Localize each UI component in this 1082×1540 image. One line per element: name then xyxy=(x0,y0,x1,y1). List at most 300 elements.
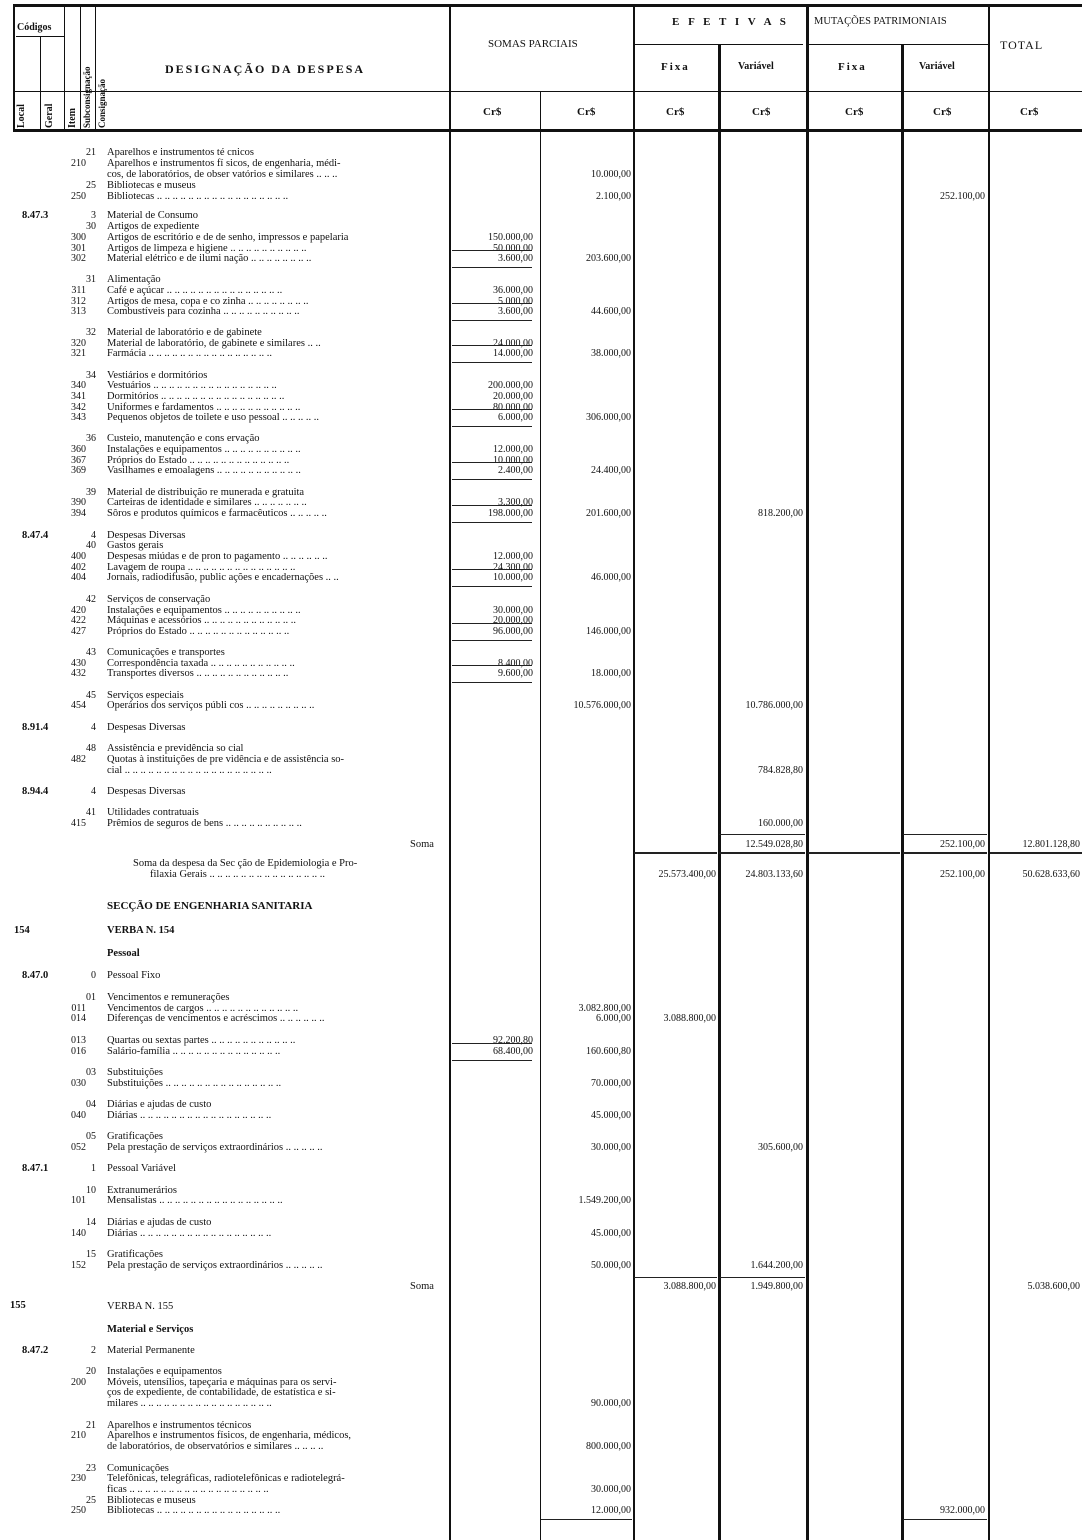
consignacao-code: 250 xyxy=(71,1505,86,1516)
expense-description: Aparelhos e instrumentos técnicos xyxy=(107,1420,252,1431)
col-line xyxy=(95,4,96,129)
col-line xyxy=(806,4,809,1540)
efetivas-header: E F E T I V A S xyxy=(672,16,789,28)
col-line xyxy=(40,36,41,129)
subconsignacao-code: 40 xyxy=(86,540,96,551)
expense-description: Pela prestação de serviços extraordinários .. .. .. .. .. xyxy=(107,1142,323,1153)
expense-description: Instalações e equipamentos xyxy=(107,1366,222,1377)
local-header: Local xyxy=(16,104,27,128)
subtotal-rule xyxy=(452,682,532,683)
expense-description: Material Permanente xyxy=(107,1345,195,1356)
partial-sum-2: 201.600,00 xyxy=(586,508,631,519)
subtotal-rule xyxy=(452,569,532,570)
expense-description: Bibliotecas e museus xyxy=(107,180,196,191)
expense-description: Bibliotecas e museus xyxy=(107,1495,196,1506)
subtotal-rule xyxy=(452,303,532,304)
expense-description: Máquinas e acessórios .. .. .. .. .. .. .. .. .. .. .. .. xyxy=(107,615,296,626)
subconsignacao-code: 43 xyxy=(86,647,96,658)
subconsignacao-code: 36 xyxy=(86,433,96,444)
expense-description: Aparelhos e instrumentos fí sicos, de engenharia, médi- xyxy=(107,158,341,169)
subconsignacao-code: 41 xyxy=(86,807,96,818)
expense-description: Bibliotecas .. .. .. .. .. .. .. .. .. .. .. .. .. .. .. .. xyxy=(107,1505,281,1516)
subconsignacao-code: 31 xyxy=(86,274,96,285)
efetivas-variavel-value: 10.786.000,00 xyxy=(745,700,803,711)
material-servicos-label: Material e Serviços xyxy=(107,1324,194,1335)
subtotal-rule xyxy=(452,250,532,251)
partial-sum-2: 46.000,00 xyxy=(591,572,631,583)
cr-header: Cr$ xyxy=(577,106,596,118)
item-header: Item xyxy=(67,108,78,128)
soma2-efetivas-fixa: 3.088.800,00 xyxy=(663,1281,716,1292)
section-code: 8.47.2 xyxy=(22,1345,49,1356)
consignacao-code: 415 xyxy=(71,818,86,829)
subconsignacao-code: 25 xyxy=(86,180,96,191)
sum-rule xyxy=(903,1519,987,1520)
consignacao-code: 367 xyxy=(71,455,86,466)
subconsignacao-code: 4 xyxy=(91,786,96,797)
expense-description: Diárias .. .. .. .. .. .. .. .. .. .. .. .. .. .. .. .. .. xyxy=(107,1228,272,1239)
expense-description: Diferenças de vencimentos e acréscimos .. .. .. .. .. .. xyxy=(107,1013,325,1024)
expense-description: Material de laboratório e de gabinete xyxy=(107,327,262,338)
designacao-header: DESIGNAÇÃO DA DESPESA xyxy=(165,62,366,76)
partial-sum-1: 150.000,00 xyxy=(488,232,533,243)
col-line xyxy=(988,4,990,1540)
expense-description: Jornais, radiodifusão, public ações e encadernações .. .. xyxy=(107,572,339,583)
mutacoes-rule xyxy=(808,44,988,45)
consignacao-code: 013 xyxy=(71,1035,86,1046)
efetivas-fixa-value: 3.088.800,00 xyxy=(663,1013,716,1024)
expense-description: Uniformes e fardamentos .. .. .. .. .. .. .. .. .. .. .. xyxy=(107,402,301,413)
consignacao-code: 341 xyxy=(71,391,86,402)
subconsignacao-code: 1 xyxy=(91,1163,96,1174)
expense-description: Comunicações xyxy=(107,1463,169,1474)
partial-sum-2: 203.600,00 xyxy=(586,253,631,264)
expense-description: Comunicações e transportes xyxy=(107,647,225,658)
partial-sum-1: 10.000,00 xyxy=(493,455,533,466)
cr-header: Cr$ xyxy=(933,106,952,118)
expense-description: Quotas à instituições de pre vidência e de assistência so- xyxy=(107,754,345,765)
expense-description: Telefônicas, telegráficas, radiotelefônicas e radiotelegrá- xyxy=(107,1473,345,1484)
soma2-total: 5.038.600,00 xyxy=(1027,1281,1080,1292)
subconsignacao-code: 01 xyxy=(86,992,96,1003)
sum-rule xyxy=(903,834,987,835)
partial-sum-2: 306.000,00 xyxy=(586,412,631,423)
geral-header: Geral xyxy=(44,103,55,128)
mutacoes-header: MUTAÇÕES PATRIMONIAIS xyxy=(814,16,947,27)
verba-code: 154 xyxy=(14,925,30,936)
sum-rule xyxy=(634,852,717,854)
header-bottom-rule xyxy=(13,129,1082,132)
soma-secao-total: 50.628.633,60 xyxy=(1022,869,1080,880)
partial-sum-1: 24.000,00 xyxy=(493,338,533,349)
subconsignacao-code: 3 xyxy=(91,210,96,221)
efetivas-variavel-value: 160.000,00 xyxy=(758,818,803,829)
header-cr-rule xyxy=(13,91,1082,92)
subconsignacao-code: 25 xyxy=(86,1495,96,1506)
consignacao-code: 430 xyxy=(71,658,86,669)
partial-sum-2: 44.600,00 xyxy=(591,306,631,317)
subtotal-rule xyxy=(452,522,532,523)
partial-sum-2: 1.549.200,00 xyxy=(578,1195,631,1206)
partial-sum-2: 30.000,00 xyxy=(591,1484,631,1495)
soma-efetivas-variavel: 12.549.028,80 xyxy=(745,839,803,850)
sum-rule xyxy=(719,1277,805,1278)
verba-label: VERBA N. 154 xyxy=(107,925,175,936)
partial-sum-2: 3.082.800,00 xyxy=(578,1003,631,1014)
expense-description: milares .. .. .. .. .. .. .. .. .. .. .. .. .. .. .. .. .. xyxy=(107,1398,272,1409)
partial-sum-1: 96.000,00 xyxy=(493,626,533,637)
expense-description: Correspondência taxada .. .. .. .. .. .. .. .. .. .. .. xyxy=(107,658,295,669)
consignacao-code: 210 xyxy=(71,158,86,169)
col-line xyxy=(64,4,65,129)
verba-label: VERBA N. 155 xyxy=(107,1301,174,1312)
soma-total: 12.801.128,80 xyxy=(1022,839,1080,850)
expense-description: Bibliotecas .. .. .. .. .. .. .. .. .. .. .. .. .. .. .. .. .. xyxy=(107,191,289,202)
expense-description: Material de Consumo xyxy=(107,210,198,221)
subtotal-rule xyxy=(452,586,532,587)
expense-description: Lavagem de roupa .. .. .. .. .. .. .. .. .. .. .. .. .. .. xyxy=(107,562,296,573)
consignacao-code: 230 xyxy=(71,1473,86,1484)
subtotal-rule xyxy=(452,1060,532,1061)
consignacao-code: 302 xyxy=(71,253,86,264)
mutacoes-variavel-header: Variável xyxy=(919,61,955,72)
consignacao-code: 210 xyxy=(71,1430,86,1441)
cr-header: Cr$ xyxy=(1020,106,1039,118)
consignacao-code: 390 xyxy=(71,497,86,508)
subconsignacao-code: 04 xyxy=(86,1099,96,1110)
consignacao-code: 422 xyxy=(71,615,86,626)
expense-description: Artigos de escritório e de de senho, impressos e papelaria xyxy=(107,232,349,243)
cr-header: Cr$ xyxy=(483,106,502,118)
subtotal-rule xyxy=(452,320,532,321)
somas-parciais-header: SOMAS PARCIAIS xyxy=(488,38,578,50)
partial-sum-1: 198.000,00 xyxy=(488,508,533,519)
consignacao-code: 340 xyxy=(71,380,86,391)
expense-description: Vencimentos e remunerações xyxy=(107,992,230,1003)
subconsignacao-code: 03 xyxy=(86,1067,96,1078)
consignacao-code: 301 xyxy=(71,243,86,254)
consignacao-code: 400 xyxy=(71,551,86,562)
expense-description: Próprios do Estado .. .. .. .. .. .. .. .. .. .. .. .. .. xyxy=(107,626,290,637)
subtotal-rule xyxy=(452,623,532,624)
consignacao-code: 152 xyxy=(71,1260,86,1271)
consignacao-code: 016 xyxy=(71,1046,86,1057)
partial-sum-1: 5.000,00 xyxy=(498,296,533,307)
partial-sum-1: 30.000,00 xyxy=(493,605,533,616)
subtotal-rule xyxy=(452,462,532,463)
partial-sum-1: 20.000,00 xyxy=(493,615,533,626)
partial-sum-2: 45.000,00 xyxy=(591,1228,631,1239)
partial-sum-2: 10.000,00 xyxy=(591,169,631,180)
partial-sum-1: 24.300,00 xyxy=(493,562,533,573)
mutacoes-variavel-value: 252.100,00 xyxy=(940,191,985,202)
expense-description: Material de distribuição re munerada e gratuita xyxy=(107,487,305,498)
expense-description: Vencimentos de cargos .. .. .. .. .. .. .. .. .. .. .. .. xyxy=(107,1003,299,1014)
partial-sum-1: 9.600,00 xyxy=(498,668,533,679)
col-line xyxy=(718,44,721,1540)
partial-sum-2: 18.000,00 xyxy=(591,668,631,679)
subconsignacao-code: 39 xyxy=(86,487,96,498)
expense-description: Extranumerários xyxy=(107,1185,177,1196)
partial-sum-2: 2.100,00 xyxy=(596,191,631,202)
consignacao-code: 030 xyxy=(71,1078,86,1089)
partial-sum-2: 160.600,80 xyxy=(586,1046,631,1057)
consignacao-code: 394 xyxy=(71,508,86,519)
sum-rule xyxy=(719,834,805,835)
consignacao-code: 101 xyxy=(71,1195,86,1206)
expense-description: Material elétrico e de ilumi nação .. .. .. .. .. .. .. .. xyxy=(107,253,312,264)
partial-sum-2: 30.000,00 xyxy=(591,1142,631,1153)
consignacao-code: 312 xyxy=(71,296,86,307)
soma2-efetivas-variavel: 1.949.800,00 xyxy=(750,1281,803,1292)
efetivas-variavel-value: 1.644.200,00 xyxy=(750,1260,803,1271)
subconsignacao-code: 10 xyxy=(86,1185,96,1196)
subtotal-rule xyxy=(452,479,532,480)
subconsignacao-code: 21 xyxy=(86,147,96,158)
expense-description: Artigos de mesa, copa e co zinha .. .. .. .. .. .. .. .. xyxy=(107,296,309,307)
efetivas-fixa-header: Fixa xyxy=(661,61,690,73)
cr-header: Cr$ xyxy=(752,106,771,118)
soma-label: Soma xyxy=(410,839,434,850)
expense-description: Pessoal Fixo xyxy=(107,970,161,981)
expense-description: Alimentação xyxy=(107,274,161,285)
expense-description: Aparelhos e instrumentos físicos, de engenharia, médicos, xyxy=(107,1430,352,1441)
partial-sum-2: 38.000,00 xyxy=(591,348,631,359)
sum-rule xyxy=(990,852,1082,854)
col-line xyxy=(901,44,904,1540)
soma-secao-mutacoes-variavel: 252.100,00 xyxy=(940,869,985,880)
top-rule xyxy=(13,4,1082,7)
consignacao-code: 300 xyxy=(71,232,86,243)
partial-sum-2: 70.000,00 xyxy=(591,1078,631,1089)
partial-sum-1: 200.000,00 xyxy=(488,380,533,391)
expense-description: Vestuários .. .. .. .. .. .. .. .. .. .. .. .. .. .. .. .. xyxy=(107,380,277,391)
section-code: 8.91.4 xyxy=(22,722,49,733)
expense-description: de laboratórios, de observatórios e similares .. .. .. .. xyxy=(107,1441,324,1452)
mutacoes-fixa-header: Fixa xyxy=(838,61,867,73)
section-code: 8.47.3 xyxy=(22,210,49,221)
expense-description: Dormitórios .. .. .. .. .. .. .. .. .. .. .. .. .. .. .. .. xyxy=(107,391,285,402)
expense-description: Móveis, utensílios, tapeçaria e máquinas para os servi- xyxy=(107,1377,337,1388)
partial-sum-2: 10.576.000,00 xyxy=(573,700,631,711)
expense-description: Vasilhames e emoalagens .. .. .. .. .. .. .. .. .. .. .. xyxy=(107,465,301,476)
col-line xyxy=(13,4,15,129)
partial-sum-2: 800.000,00 xyxy=(586,1441,631,1452)
consignacao-code: 014 xyxy=(71,1013,86,1024)
partial-sum-1: 12.000,00 xyxy=(493,551,533,562)
sum-rule xyxy=(903,852,987,854)
partial-sum-1: 14.000,00 xyxy=(493,348,533,359)
expense-description: Material de laboratório, de gabinete e similares .. .. xyxy=(107,338,321,349)
expense-description: Salário-família .. .. .. .. .. .. .. .. .. .. .. .. .. .. xyxy=(107,1046,281,1057)
expense-description: Gratificações xyxy=(107,1131,163,1142)
subconsignacao-code: 34 xyxy=(86,370,96,381)
expense-description: Assistência e previdência so cial xyxy=(107,743,244,754)
efetivas-variavel-value: 784.828,80 xyxy=(758,765,803,776)
total-header: TOTAL xyxy=(1000,38,1044,52)
verba-code: 155 xyxy=(10,1300,26,1311)
subconsignacao-header: Subconsignação xyxy=(82,66,92,128)
subconsignacao-code: 30 xyxy=(86,221,96,232)
sum-rule xyxy=(808,852,900,854)
section-code: 8.94.4 xyxy=(22,786,49,797)
expense-description: Diárias e ajudas de custo xyxy=(107,1099,212,1110)
partial-sum-2: 45.000,00 xyxy=(591,1110,631,1121)
consignacao-code: 454 xyxy=(71,700,86,711)
subconsignacao-code: 05 xyxy=(86,1131,96,1142)
subconsignacao-code: 14 xyxy=(86,1217,96,1228)
expense-description: Diárias e ajudas de custo xyxy=(107,1217,212,1228)
partial-sum-1: 20.000,00 xyxy=(493,391,533,402)
secao-title: SECÇÃO DE ENGENHARIA SANITARIA xyxy=(107,900,313,912)
consignacao-code: 052 xyxy=(71,1142,86,1153)
expense-description: Operários dos serviços públi cos .. .. .. .. .. .. .. .. .. xyxy=(107,700,315,711)
subtotal-rule xyxy=(452,267,532,268)
expense-description: Instalações e equipamentos .. .. .. .. .. .. .. .. .. .. xyxy=(107,444,301,455)
consignacao-code: 320 xyxy=(71,338,86,349)
subtotal-rule xyxy=(452,362,532,363)
soma-mutacoes-variavel: 252.100,00 xyxy=(940,839,985,850)
expense-description: Pequenos objetos de toilete e uso pessoal .. .. .. .. .. xyxy=(107,412,320,423)
subtotal-rule xyxy=(452,1043,532,1044)
expense-description: Serviços de conservação xyxy=(107,594,211,605)
consignacao-code: 342 xyxy=(71,402,86,413)
expense-description: Sôros e produtos químicos e farmacêuticos .. .. .. .. .. xyxy=(107,508,327,519)
expense-description: Transportes diversos .. .. .. .. .. .. .. .. .. .. .. .. xyxy=(107,668,289,679)
soma-secao-line2: filaxia Gerais .. .. .. .. .. .. .. .. .. .. .. .. .. .. .. xyxy=(150,869,325,880)
expense-description: Substituições xyxy=(107,1067,164,1078)
expense-description: Café e açúcar .. .. .. .. .. .. .. .. .. .. .. .. .. .. .. xyxy=(107,285,283,296)
expense-description: Instalações e equipamentos .. .. .. .. .. .. .. .. .. .. xyxy=(107,605,301,616)
consignacao-code: 040 xyxy=(71,1110,86,1121)
expense-description: Próprios do Estado .. .. .. .. .. .. .. .. .. .. .. .. .. xyxy=(107,455,290,466)
partial-sum-1: 8.400,00 xyxy=(498,658,533,669)
partial-sum-1: 3.600,00 xyxy=(498,306,533,317)
subtotal-rule xyxy=(452,665,532,666)
soma-label: Soma xyxy=(410,1281,434,1292)
partial-sum-1: 10.000,00 xyxy=(493,572,533,583)
col-line xyxy=(80,4,81,129)
section-code: 8.47.0 xyxy=(22,970,49,981)
expense-description: Despesas Diversas xyxy=(107,722,186,733)
efetivas-variavel-header: Variável xyxy=(738,61,774,72)
expense-description: Combustíveis para cozinha .. .. .. .. .. .. .. .. .. .. xyxy=(107,306,300,317)
soma-secao-efetivas-variavel: 24.803.133,60 xyxy=(745,869,803,880)
expense-description: Pela prestação de serviços extraordinários .. .. .. .. .. xyxy=(107,1260,323,1271)
partial-sum-2: 90.000,00 xyxy=(591,1398,631,1409)
subconsignacao-code: 42 xyxy=(86,594,96,605)
expense-description: Artigos de limpeza e higiene .. .. .. .. .. .. .. .. .. .. xyxy=(107,243,307,254)
subconsignacao-code: 0 xyxy=(91,970,96,981)
expense-description: Farmácia .. .. .. .. .. .. .. .. .. .. .. .. .. .. .. .. xyxy=(107,348,273,359)
expense-description: cos, de laboratórios, de obser vatórios e similares .. .. .. xyxy=(107,169,338,180)
sum-rule xyxy=(634,1277,717,1278)
subconsignacao-code: 21 xyxy=(86,1420,96,1431)
consignacao-code: 313 xyxy=(71,306,86,317)
subtotal-rule xyxy=(452,505,532,506)
consignacao-code: 311 xyxy=(71,285,86,296)
partial-sum-1: 36.000,00 xyxy=(493,285,533,296)
cr-header: Cr$ xyxy=(845,106,864,118)
subconsignacao-code: 2 xyxy=(91,1345,96,1356)
subconsignacao-code: 32 xyxy=(86,327,96,338)
expense-description: Mensalistas .. .. .. .. .. .. .. .. .. .. .. .. .. .. .. .. xyxy=(107,1195,283,1206)
subtotal-rule xyxy=(452,409,532,410)
consignacao-header: Consignação xyxy=(97,78,107,128)
efetivas-variavel-value: 305.600,00 xyxy=(758,1142,803,1153)
expense-description: cial .. .. .. .. .. .. .. .. .. .. .. .. .. .. .. .. .. .. .. xyxy=(107,765,272,776)
subconsignacao-code: 45 xyxy=(86,690,96,701)
expense-description: Artigos de expediente xyxy=(107,221,200,232)
partial-sum-1: 80.000,00 xyxy=(493,402,533,413)
expense-description: Substituições .. .. .. .. .. .. .. .. .. .. .. .. .. .. .. xyxy=(107,1078,282,1089)
subconsignacao-code: 48 xyxy=(86,743,96,754)
efetivas-variavel-value: 818.200,00 xyxy=(758,508,803,519)
col-line xyxy=(633,4,635,1540)
partial-sum-1: 6.000,00 xyxy=(498,412,533,423)
expense-description: ços de expediente, de contabilidade, de estatística e si- xyxy=(107,1387,336,1398)
sum-rule xyxy=(541,1519,632,1520)
expense-description: Diárias .. .. .. .. .. .. .. .. .. .. .. .. .. .. .. .. .. xyxy=(107,1110,272,1121)
pessoal-label: Pessoal xyxy=(107,948,140,959)
section-code: 8.47.1 xyxy=(22,1163,49,1174)
section-code: 8.47.4 xyxy=(22,530,49,541)
partial-sum-2: 24.400,00 xyxy=(591,465,631,476)
consignacao-code: 250 xyxy=(71,191,86,202)
consignacao-code: 482 xyxy=(71,754,86,765)
partial-sum-1: 92.200,80 xyxy=(493,1035,533,1046)
partial-sum-2: 146.000,00 xyxy=(586,626,631,637)
expense-description: Prêmios de seguros de bens .. .. .. .. .. .. .. .. .. .. xyxy=(107,818,302,829)
codigos-header: Códigos xyxy=(17,22,52,33)
expense-description: Quartas ou sextas partes .. .. .. .. .. .. .. .. .. .. .. xyxy=(107,1035,296,1046)
expense-description: Gastos gerais xyxy=(107,540,164,551)
consignacao-code: 200 xyxy=(71,1377,86,1388)
subconsignacao-code: 20 xyxy=(86,1366,96,1377)
consignacao-code: 360 xyxy=(71,444,86,455)
consignacao-code: 404 xyxy=(71,572,86,583)
sum-rule xyxy=(719,852,805,854)
consignacao-code: 432 xyxy=(71,668,86,679)
consignacao-code: 321 xyxy=(71,348,86,359)
partial-sum-1: 3.600,00 xyxy=(498,253,533,264)
mutacoes-variavel-value: 932.000,00 xyxy=(940,1505,985,1516)
partial-sum-1: 3.300,00 xyxy=(498,497,533,508)
consignacao-code: 011 xyxy=(71,1003,86,1014)
expense-description: Serviços especiais xyxy=(107,690,184,701)
subtotal-rule xyxy=(452,426,532,427)
consignacao-code: 369 xyxy=(71,465,86,476)
consignacao-code: 427 xyxy=(71,626,86,637)
soma-secao-efetivas-fixa: 25.573.400,00 xyxy=(658,869,716,880)
partial-sum-1: 2.400,00 xyxy=(498,465,533,476)
expense-description: Aparelhos e instrumentos té cnicos xyxy=(107,147,254,158)
cr-header: Cr$ xyxy=(666,106,685,118)
expense-description: Utilidades contratuais xyxy=(107,807,199,818)
subconsignacao-code: 4 xyxy=(91,530,96,541)
subconsignacao-code: 23 xyxy=(86,1463,96,1474)
consignacao-code: 140 xyxy=(71,1228,86,1239)
expense-description: Despesas Diversas xyxy=(107,530,186,541)
partial-sum-1: 12.000,00 xyxy=(493,444,533,455)
expense-description: Pessoal Variável xyxy=(107,1163,176,1174)
expense-description: Vestiários e dormitórios xyxy=(107,370,208,381)
expense-description: Despesas miúdas e de pron to pagamento .. .. .. .. .. .. xyxy=(107,551,328,562)
subtotal-rule xyxy=(452,345,532,346)
expense-description: Gratificações xyxy=(107,1249,163,1260)
expense-description: Carteiras de identidade e similares .. .. .. .. .. .. .. xyxy=(107,497,307,508)
subconsignacao-code: 15 xyxy=(86,1249,96,1260)
